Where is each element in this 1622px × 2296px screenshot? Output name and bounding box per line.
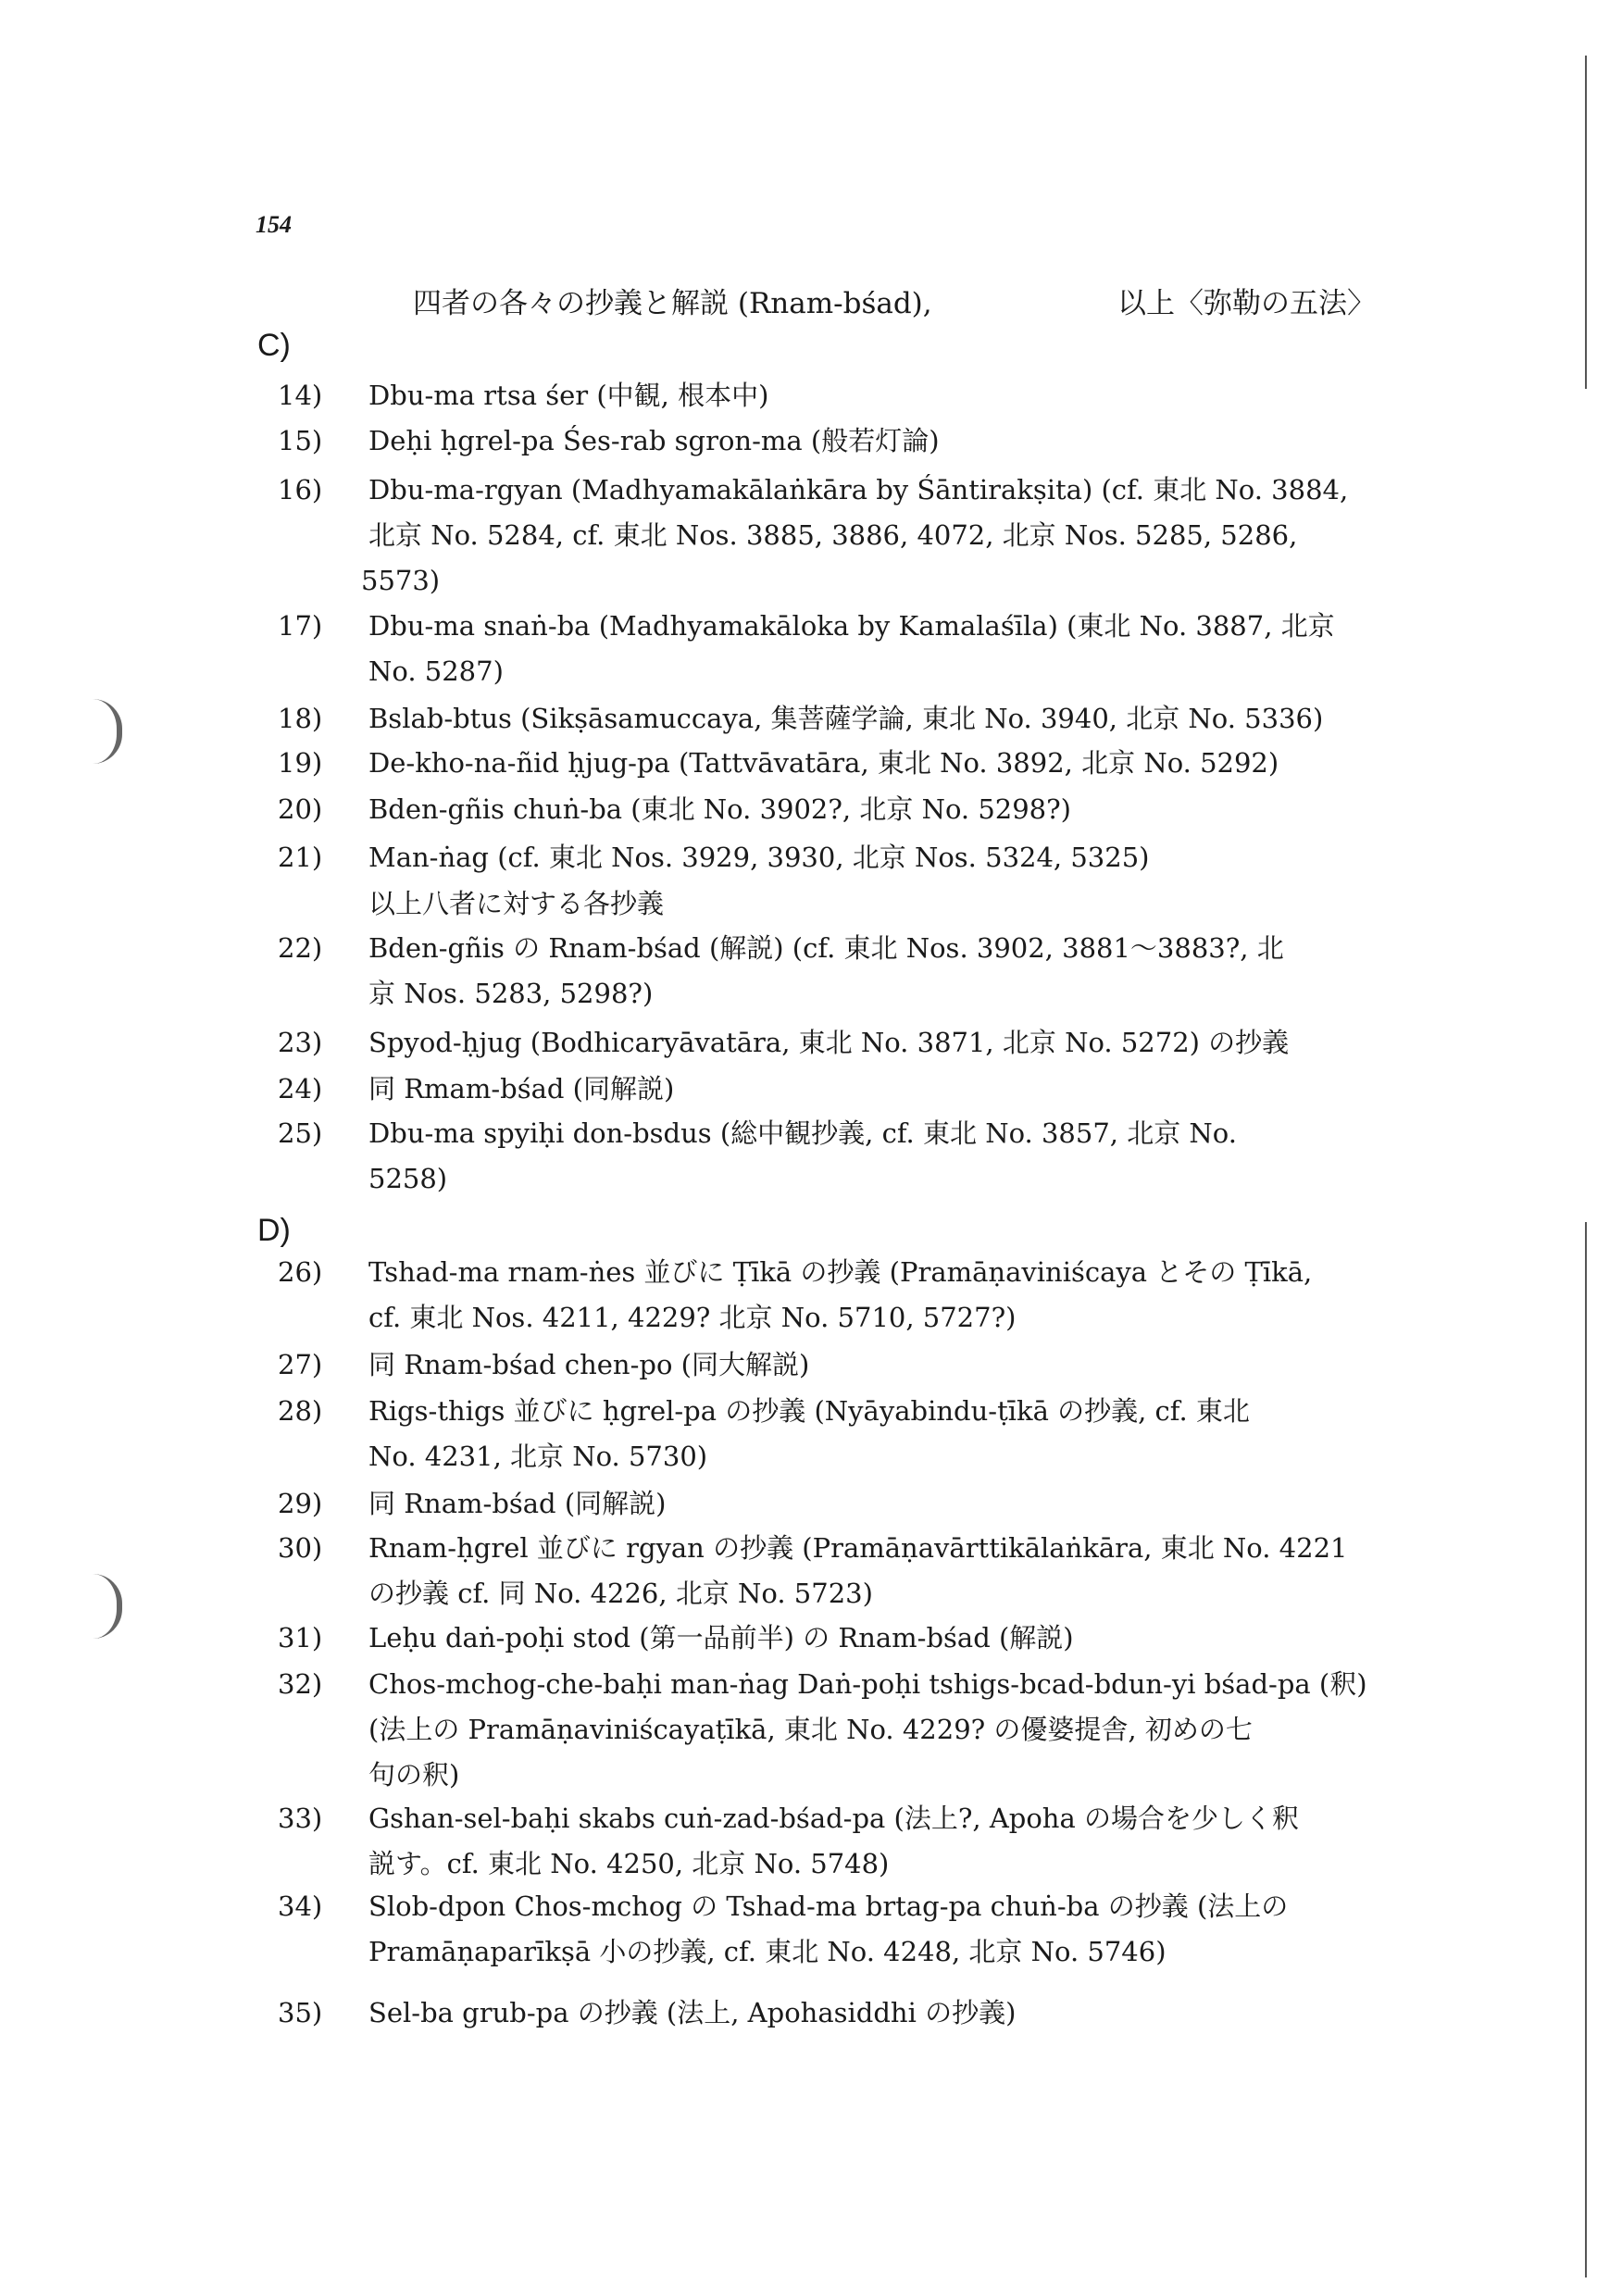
binding-mark [93, 1574, 122, 1639]
entry-line: (法上の Pramāṇaviniścayaṭīkā, 東北 No. 4229? の優婆提舎, 初めの七 [368, 1714, 1253, 1745]
entry-number: 14) [278, 380, 323, 411]
entry-line: 京 Nos. 5283, 5298?) [368, 978, 654, 1009]
entry-number: 16) [278, 474, 323, 505]
bibliography-entry [278, 1020, 1370, 1066]
entry-number: 27) [278, 1349, 323, 1380]
bibliography-entry [278, 1662, 1370, 1798]
entry-line: Sel-ba grub-pa の抄義 (法上, Apohasiddhi の抄義) [368, 1997, 1017, 2028]
entry-line: 同 Rnam-bśad chen-po (同大解説) [368, 1349, 810, 1380]
entry-line: Pramāṇaparīkṣā 小の抄義, cf. 東北 No. 4248, 北京 No. 5746) [368, 1936, 1167, 1967]
entry-text [368, 1342, 1370, 1388]
entry-line: cf. 東北 Nos. 4211, 4229? 北京 No. 5710, 5727?) [368, 1302, 1017, 1333]
bibliography-entry [278, 741, 1370, 786]
entry-number: 33) [278, 1803, 323, 1834]
entry-number: 21) [278, 842, 323, 873]
entry-line: No. 5287) [368, 655, 504, 687]
entry-text [368, 926, 1370, 1017]
entry-number: 19) [278, 747, 323, 779]
entry-line: Leḥu daṅ-poḥi stod (第一品前半) の Rnam-bśad (解説) [368, 1622, 1074, 1653]
entry-line: Bden-gñis の Rnam-bśad (解説) (cf. 東北 Nos. 3902, 3881～3883?, 北 [368, 932, 1284, 964]
subnote-summary: 以上八者に対する各抄義 [368, 888, 665, 919]
entry-number: 24) [278, 1073, 323, 1104]
entry-number: 23) [278, 1027, 323, 1058]
bibliography-entry [278, 926, 1370, 1017]
entry-text [368, 1067, 1370, 1112]
entry-number: 28) [278, 1395, 323, 1427]
entry-number: 35) [278, 1997, 323, 2028]
bibliography-entry [278, 1250, 1370, 1341]
bibliography-entry [278, 373, 1370, 418]
entry-line: Rigs-thigs 並びに ḥgrel-pa の抄義 (Nyāyabindu-ṭīkā の抄義, cf. 東北 [368, 1395, 1250, 1427]
entry-line: Dbu-ma spyiḥi don-bsdus (総中観抄義, cf. 東北 No. 3857, 北京 No. [368, 1117, 1237, 1149]
bibliography-entry [278, 696, 1370, 742]
entry-line: 北京 No. 5284, cf. 東北 Nos. 3885, 3886, 4072, 北京 Nos. 5285, 5286, [368, 519, 1298, 551]
entry-line: Slob-dpon Chos-mchog の Tshad-ma brtag-pa chuṅ-ba の抄義 (法上の [368, 1890, 1289, 1922]
entry-text [368, 787, 1370, 832]
bibliography-entry [278, 1990, 1370, 2036]
entry-number: 18) [278, 703, 323, 734]
bibliography-entry [278, 1111, 1370, 1202]
entry-number: 15) [278, 425, 323, 456]
entry-text [368, 1662, 1370, 1798]
entry-text [368, 741, 1370, 786]
entry-line: 同 Rmam-bśad (同解説) [368, 1073, 675, 1104]
entry-line: Spyod-ḥjug (Bodhicaryāvatāra, 東北 No. 3871, 北京 No. 5272) の抄義 [368, 1027, 1290, 1058]
bibliography-entry [278, 1481, 1370, 1527]
entry-line: 同 Rnam-bśad (同解説) [368, 1488, 667, 1519]
entry-number: 34) [278, 1890, 323, 1922]
bibliography-entry [278, 1884, 1370, 1975]
entry-text [368, 604, 1370, 694]
bibliography-entry [278, 1067, 1370, 1112]
bibliography-entry [278, 604, 1370, 694]
entry-number: 29) [278, 1488, 323, 1519]
entry-line: Bslab-btus (Sikṣāsamuccaya, 集菩薩学論, 東北 No. 3940, 北京 No. 5336) [368, 703, 1324, 734]
entry-line: 5573) [361, 565, 441, 596]
bibliography-entry [278, 418, 1370, 464]
summary-right: 以上〈弥勒の五法〉 [1117, 287, 1376, 320]
entry-line: De-kho-na-ñid ḥjug-pa (Tattvāvatāra, 東北 No. 3892, 北京 No. 5292) [368, 747, 1279, 779]
page-number: 154 [256, 211, 292, 238]
entry-line: 説す。cf. 東北 No. 4250, 北京 No. 5748) [368, 1848, 890, 1879]
entry-line: の抄義 cf. 同 No. 4226, 北京 No. 5723) [368, 1578, 873, 1609]
bibliography-entry [278, 1796, 1370, 1887]
section-label-c: C) [257, 328, 291, 363]
bibliography-entry [278, 1526, 1370, 1616]
entry-line: Dbu-ma snaṅ-ba (Madhyamakāloka by Kamalaśīla) (東北 No. 3887, 北京 [368, 610, 1335, 642]
entry-number: 25) [278, 1117, 323, 1149]
entry-number: 26) [278, 1256, 323, 1288]
entry-number: 22) [278, 932, 323, 964]
entry-line: Chos-mchog-che-baḥi man-ṅag Daṅ-poḥi tshigs-bcad-bdun-yi bśad-pa (釈) [368, 1668, 1367, 1700]
entry-text [368, 1250, 1370, 1341]
entry-text [368, 1990, 1370, 2036]
entry-line: Man-ṅag (cf. 東北 Nos. 3929, 3930, 北京 Nos. 5324, 5325) [368, 842, 1150, 873]
bibliography-entry [278, 835, 1370, 880]
entry-text [368, 1884, 1370, 1975]
entry-line: Rnam-ḥgrel 並びに rgyan の抄義 (Pramāṇavārttikālaṅkāra, 東北 No. 4221 [368, 1532, 1348, 1564]
entry-line: Deḥi ḥgrel-pa Śes-rab sgron-ma (般若灯論) [368, 425, 940, 456]
entry-line: Dbu-ma rtsa śer (中観, 根本中) [368, 380, 769, 411]
entry-line: 句の釈) [368, 1759, 460, 1791]
binding-mark [93, 699, 122, 764]
entry-text [368, 696, 1370, 742]
entry-line: Bden-gñis chuṅ-ba (東北 No. 3902?, 北京 No. 5298?) [368, 793, 1071, 825]
entry-text [368, 835, 1370, 880]
entry-number: 20) [278, 793, 323, 825]
entry-line: Dbu-ma-rgyan (Madhyamakālaṅkāra by Śāntirakṣita) (cf. 東北 No. 3884, [368, 474, 1349, 505]
entry-text [368, 1481, 1370, 1527]
entry-text [368, 418, 1370, 464]
entry-text [368, 1389, 1370, 1479]
entry-number: 17) [278, 610, 323, 642]
entry-text [368, 373, 1370, 418]
entry-text [361, 468, 1370, 604]
entry-text [368, 1526, 1370, 1616]
entry-number: 31) [278, 1622, 323, 1653]
bibliography-entry [278, 1342, 1370, 1388]
entry-line: Tshad-ma rnam-ṅes 並びに Ṭīkā の抄義 (Pramāṇaviniścaya とその Ṭīkā, [368, 1256, 1313, 1288]
entry-number: 32) [278, 1668, 323, 1700]
bibliography-entry [278, 1616, 1370, 1661]
section-label-d: D) [257, 1213, 291, 1248]
entry-text [368, 1796, 1370, 1887]
summary-text: 四者の各々の抄義と解説 (Rnam-bśad), [413, 287, 932, 320]
bibliography-entry [278, 1389, 1370, 1479]
entry-text [368, 1111, 1370, 1202]
bibliography-entry [278, 787, 1370, 832]
scan-edge-line [1585, 56, 1587, 389]
entry-text [368, 1020, 1370, 1066]
entry-line: Gshan-sel-baḥi skabs cuṅ-zad-bśad-pa (法上?, Apoha の場合を少しく釈 [368, 1803, 1299, 1834]
summary-line [413, 285, 1376, 322]
scan-edge-line [1585, 1222, 1587, 2277]
entry-line: No. 4231, 北京 No. 5730) [368, 1441, 708, 1472]
entry-line: 5258) [368, 1163, 448, 1194]
bibliography-entry [278, 468, 1370, 604]
entry-number: 30) [278, 1532, 323, 1564]
entry-text [368, 1616, 1370, 1661]
